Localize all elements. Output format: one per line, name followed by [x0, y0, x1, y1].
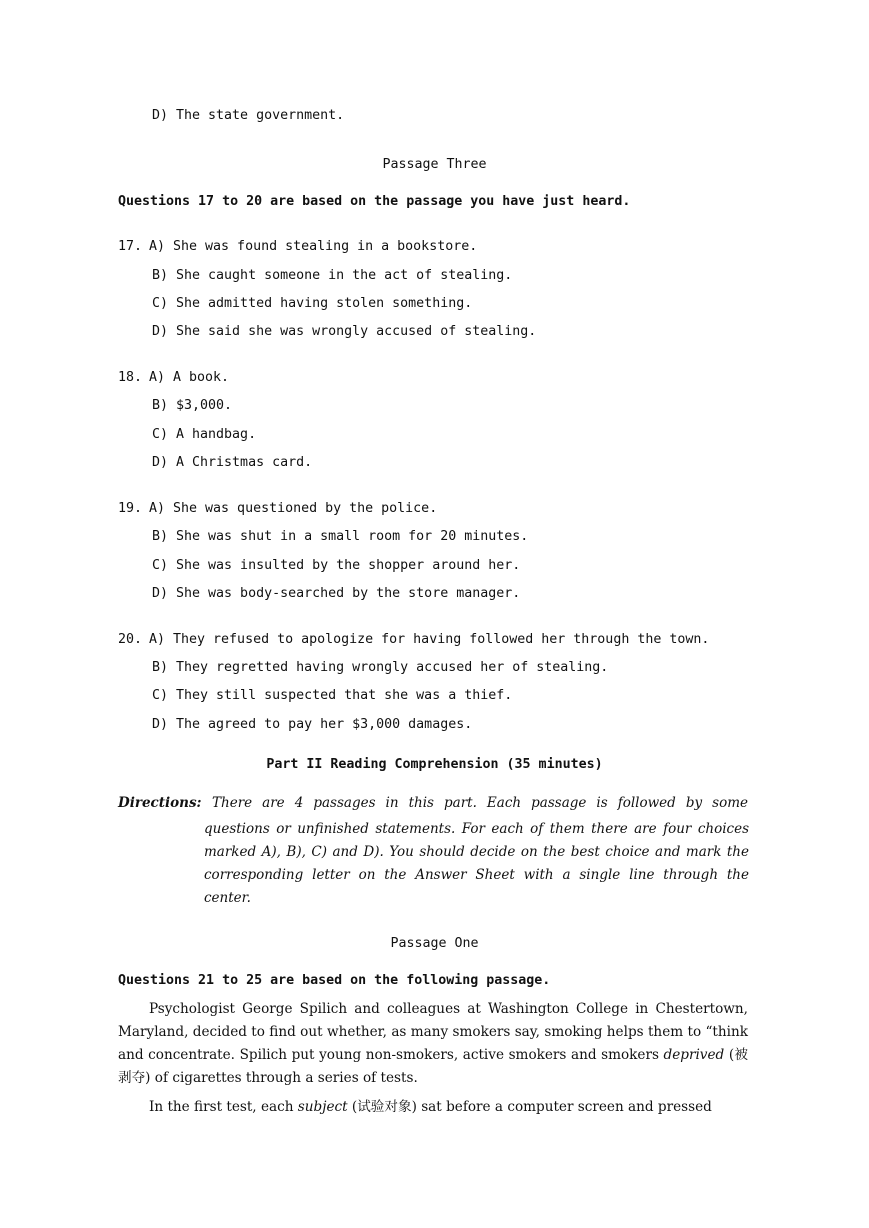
- prev-question-option-d: D) The state government.: [152, 108, 345, 123]
- question-number: 18.: [118, 370, 143, 385]
- term-subject: subject: [297, 1099, 348, 1115]
- passage-three-title: Passage Three: [382, 157, 487, 172]
- q17-option-a: A) She was found stealing in a bookstore.: [149, 239, 478, 254]
- q17-option-d: D) She said she was wrongly accused of stealing.: [152, 324, 537, 339]
- passage-one-title: Passage One: [390, 936, 479, 951]
- q18-option-c: C) A handbag.: [152, 427, 257, 442]
- paragraph-text: In the first test, each: [149, 1099, 294, 1115]
- question-number: 19.: [118, 501, 143, 516]
- q18-option-a: A) A book.: [149, 370, 230, 385]
- q18-option-b: B) $3,000.: [152, 398, 233, 413]
- question-19: [118, 501, 142, 516]
- q19-option-d: D) She was body-searched by the store manager.: [152, 586, 521, 601]
- q18-option-d: D) A Christmas card.: [152, 455, 313, 470]
- question-number: 20.: [118, 632, 143, 647]
- question-18: [118, 370, 142, 385]
- q19-option-a: A) She was questioned by the police.: [149, 501, 438, 516]
- paragraph-text: (试验对象) sat before a computer screen and pressed: [351, 1099, 712, 1115]
- directions-label: Directions:: [118, 795, 202, 811]
- paragraph-text: (被剥夺) of cigarettes through a series of tests.: [118, 1047, 749, 1086]
- term-deprived: deprived: [663, 1047, 725, 1063]
- paragraph-text: Psychologist George Spilich and colleagues at Washington College in Chestertown, Maryland, decided to find out whether, as many smokers say, smoking helps them to “think and concentrate. Spilich put young non-smokers, active smokers and smokers: [118, 1001, 748, 1063]
- q17-option-b: B) She caught someone in the act of stealing.: [152, 268, 513, 283]
- q19-option-b: B) She was shut in a small room for 20 minutes.: [152, 529, 529, 544]
- directions-first-line: There are 4 passages in this part. Each passage is followed by some: [212, 795, 748, 811]
- passage-one-paragraph-2: [118, 1096, 748, 1119]
- question-17: [118, 239, 142, 254]
- q20-option-d: D) The agreed to pay her $3,000 damages.: [152, 717, 473, 732]
- passage-three-instruction: Questions 17 to 20 are based on the passage you have just heard.: [118, 194, 631, 209]
- passage-one-instruction: Questions 21 to 25 are based on the following passage.: [118, 973, 551, 988]
- q20-option-c: C) They still suspected that she was a thief.: [152, 688, 513, 703]
- q17-option-c: C) She admitted having stolen something.: [152, 296, 473, 311]
- directions-text: questions or unfinished statements. For each of them there are four choices marked A), B), C) and D). You should decide on the best choice and mark the corresponding letter on the Answer Sheet with a single line through the center.: [204, 821, 749, 906]
- question-number: 17.: [118, 239, 143, 254]
- passage-one-paragraph-1: [118, 998, 748, 1090]
- q20-option-b: B) They regretted having wrongly accused her of stealing.: [152, 660, 609, 675]
- question-20: [118, 632, 142, 647]
- q20-option-a: A) They refused to apologize for having followed her through the town.: [149, 632, 710, 647]
- part-two-title: Part II Reading Comprehension (35 minutes): [266, 757, 603, 772]
- q19-option-c: C) She was insulted by the shopper around her.: [152, 558, 521, 573]
